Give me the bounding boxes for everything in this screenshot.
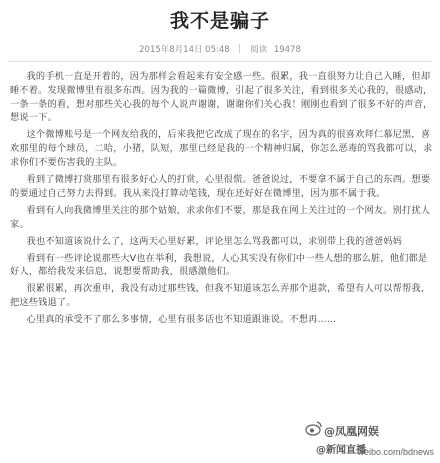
paragraph: 心里真的承受不了那么多事情，心里有很多话也不知道跟谁说。不想再…… <box>26 314 337 326</box>
weibo-logo-icon <box>305 420 323 436</box>
source-watermark: @新闻直播 <box>316 445 366 456</box>
paragraph: 看到了微博打赏那里有很多好心人的打赏，心里很慌。爸爸说过，不要拿不属于自己的东西。想要的要通过自己努力去得到。我从来没打算动笔钱，现在还好好在微博里，因为那不属于我。 <box>10 173 431 199</box>
article-title: 我不是骗子 <box>169 10 270 32</box>
paragraph: 很累很累，再次重申，我没有动过那些钱，但我不知道该怎么弄那个退款，希望有人可以帮帮我，把这些钱退了。 <box>10 283 431 309</box>
article-meta <box>0 43 440 55</box>
weibo-watermark: @凤凰网娱 <box>324 425 379 438</box>
url-watermark: weibo.com/bdnews <box>357 447 434 457</box>
read-count-label: 阅读 <box>250 45 268 55</box>
article-body <box>10 70 434 330</box>
paragraph: 我的手机一直是开着的，因为那样会看起来有安全感一些。很累，我一直很努力让自己入睡，但却睡不着。发现微博里有很多东西。因为我的一篇微博，引起了很多关注，看到很多关心我的，很感动，一条一条的看，想对那些关心我的每个人说声谢谢，谢谢你们关心我！刚刚也看到了很多不好的声音，想说一下。 <box>10 71 433 124</box>
read-count: 19478 <box>273 45 301 55</box>
publish-date: 2015年8月14日 05:48 <box>139 45 230 55</box>
paragraph: 看到有人向我微博里关注的那个姑娘，求求你们不要，那是我在网上关注过的一个网友。别打扰人家。 <box>10 204 431 230</box>
paragraph: 我也不知道该说什么了，这两天心里好累，评论里怎么骂我都可以，求别带上我的爸爸妈妈 <box>26 235 403 247</box>
paragraph: 看到有一些评论说那些大V也在举利，我想说，人心其实没有你们中一些人想的那么脏，他们都是好人，都给我发来信息，说想要帮助我，很感激他们。 <box>10 252 428 278</box>
paragraph: 这个微博账号是一个网友给我的，后来我把它改成了现在的名字，因为真的很喜欢拜仁慕尼黑，喜欢那里的每个球员，二哈，小猪，队短，那里已经是我的一个精神归属，你怎么恶毒的骂我都可以，求求你们不要伤害我的主队。 <box>10 129 433 168</box>
meta-divider <box>239 44 240 53</box>
header-divider <box>8 61 432 62</box>
